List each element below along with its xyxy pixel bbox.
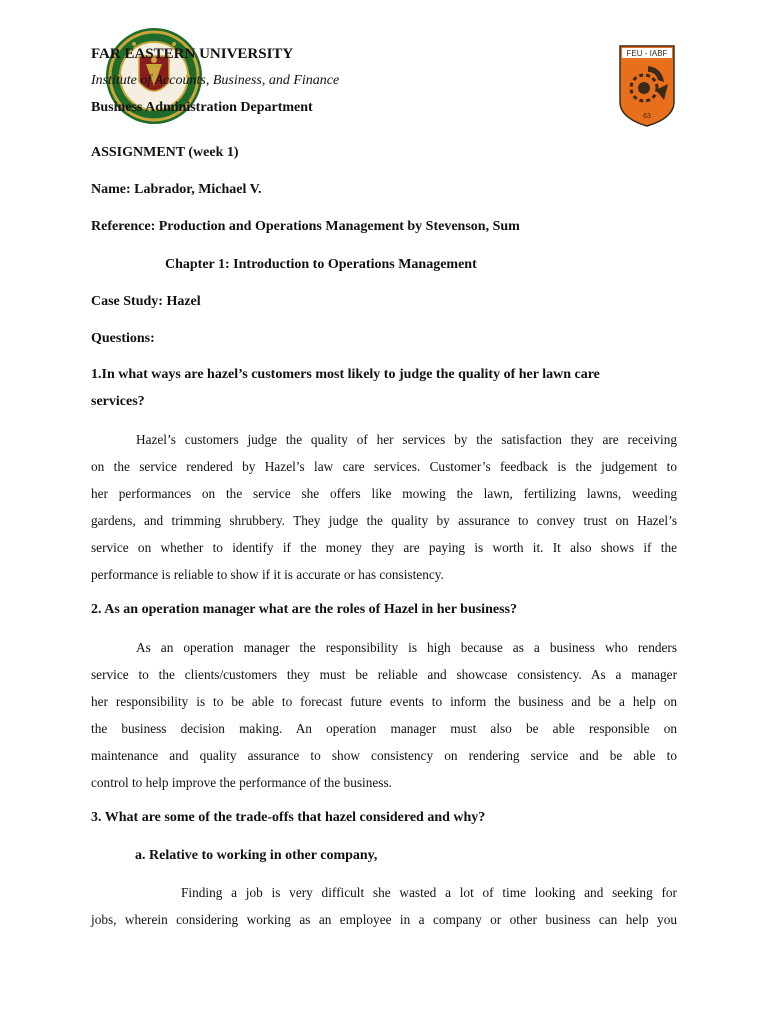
question-1-line-2: services?	[91, 394, 145, 409]
answer-2-line: control to help improve the performance of the business.	[91, 775, 392, 790]
university-name: FAR EASTERN UNIVERSITY	[91, 46, 294, 62]
reference-line: Reference: Production and Operations Management by Stevenson, Sum	[91, 219, 520, 234]
institute-name: Institute of Accounts, Business, and Finance	[91, 73, 340, 88]
answer-1-line: performance is reliable to show if it is accurate or has consistency.	[91, 567, 444, 582]
svg-text:63: 63	[643, 113, 651, 120]
answer-1-line: on the service rendered by Hazel’s law care services. Customer’s feedback is the judgement to	[91, 459, 677, 474]
question-1-line-1: 1.In what ways are hazel’s customers most likely to judge the quality of her lawn care	[91, 367, 600, 382]
answer-1-line: gardens, and trimming shrubbery. They judge the quality by assurance to convey trust on Hazel’s	[91, 513, 677, 528]
question-3-sub-a: a. Relative to working in other company,	[135, 848, 378, 863]
assignment-title: ASSIGNMENT (week 1)	[91, 145, 239, 160]
case-study-title: Case Study: Hazel	[91, 294, 201, 309]
answer-3a-paragraph	[91, 879, 677, 933]
chapter-title: Chapter 1: Introduction to Operations Management	[165, 257, 477, 272]
department-name: Business Administration Department	[91, 100, 313, 115]
svg-text:FEU - IABF: FEU - IABF	[626, 49, 668, 58]
answer-1-line: service on whether to identify if the money they are paying is worth it. It also shows if the	[91, 540, 677, 555]
answer-3a-line: Finding a job is very difficult she wasted a lot of time looking and seeking for	[181, 885, 677, 900]
answer-1-line: Hazel’s customers judge the quality of her services by the satisfaction they are receiving	[136, 432, 677, 447]
question-3: 3. What are some of the trade-offs that hazel considered and why?	[91, 810, 486, 825]
answer-2-line: maintenance and quality assurance to show consistency on rendering service and be able to	[91, 748, 677, 763]
answer-3a-line: jobs, wherein considering working as an employee in a company or other business can help you	[91, 912, 677, 927]
question-2: 2. As an operation manager what are the roles of Hazel in her business?	[91, 602, 517, 617]
answer-2-line: the business decision making. An operation manager must also be able responsible on	[91, 721, 677, 736]
answer-2-paragraph	[91, 634, 677, 796]
answer-2-line: As an operation manager the responsibility is high because as a business who renders	[136, 640, 677, 655]
answer-1-line: her performances on the service she offers like mowing the lawn, fertilizing lawns, weeding	[91, 486, 677, 501]
questions-label: Questions:	[91, 331, 155, 346]
feu-iabf-logo	[618, 44, 676, 128]
answer-2-line: service to the clients/customers they must be reliable and showcase consistency. As a manager	[91, 667, 677, 682]
answer-1-paragraph	[91, 426, 677, 588]
answer-2-line: her responsibility is to be able to forecast future events to inform the business and be a help on	[91, 694, 677, 709]
student-name: Name: Labrador, Michael V.	[91, 182, 262, 197]
